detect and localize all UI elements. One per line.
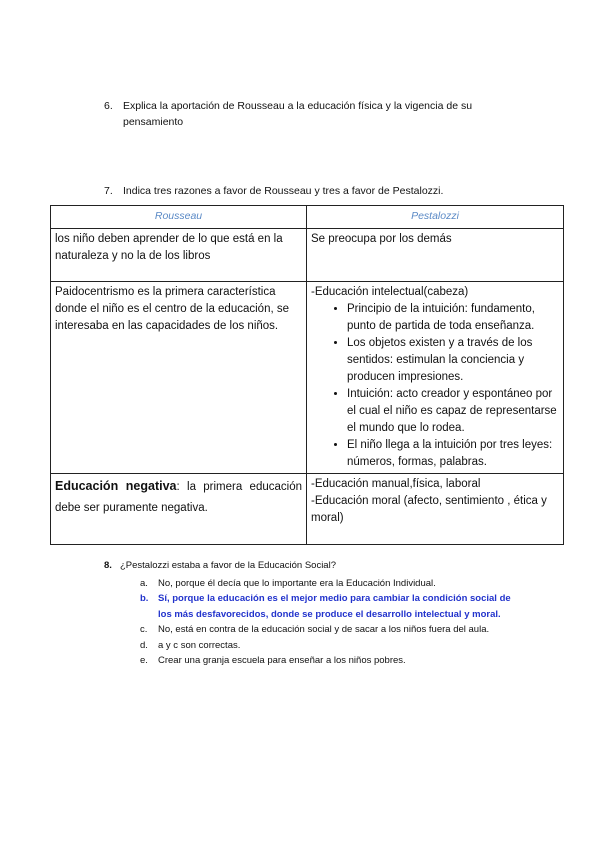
row1-pestalozzi: Se preocupa por los demás (307, 229, 564, 282)
question-6-number: 6. (104, 100, 113, 112)
list-item: • Intuición: acto creador y espontáneo por el cual el niño es capaz de representarse el mundo que lo rodea. (347, 386, 559, 437)
row2-pestalozzi (307, 282, 564, 474)
row3-pestalozzi-line1: -Educación manual,física, laboral (311, 478, 481, 490)
option-c[interactable] (104, 622, 524, 638)
list-item: • El niño llega a la intuición por tres leyes: números, formas, palabras. (347, 437, 559, 471)
bullet-list (311, 301, 559, 471)
row3-pestalozzi-line2: -Educación moral (afecto, sentimiento , ética y moral) (311, 495, 547, 524)
option-text: No, está en contra de la educación social y de sacar a los niños fuera del aula. (158, 624, 490, 635)
question-8-number: 8. (104, 560, 112, 571)
option-letter: c. (140, 624, 148, 635)
row1-rousseau: los niño deben aprender de lo que está en la naturaleza y no la de los libros (51, 229, 307, 282)
option-d[interactable] (104, 638, 524, 654)
question-8 (104, 558, 524, 669)
table-row (51, 282, 564, 474)
row3-rousseau-rest: : la primera educación debe ser puramente negativa. (55, 481, 302, 514)
row3-rousseau (51, 474, 307, 545)
option-e[interactable] (104, 653, 524, 669)
question-8-title (104, 558, 524, 574)
option-text: Crear una granja escuela para enseñar a los niños pobres. (158, 655, 406, 666)
question-8-text: ¿Pestalozzi estaba a favor de la Educación Social? (120, 560, 336, 571)
table-header-row (51, 206, 564, 229)
table-row (51, 229, 564, 282)
table-row (51, 474, 564, 545)
option-a[interactable] (104, 576, 524, 592)
question-7-number: 7. (104, 185, 113, 197)
comparison-table (50, 205, 564, 545)
option-text: a y c son correctas. (158, 639, 241, 651)
option-letter: d. (140, 639, 148, 651)
header-rousseau: Rousseau (51, 206, 307, 229)
header-pestalozzi: Pestalozzi (307, 206, 564, 229)
option-text: No, porque él decía que lo importante era la Educación Individual. (158, 577, 436, 589)
list-item: • Principio de la intuición: fundamento, punto de partida de toda enseñanza. (347, 301, 559, 335)
option-text: Sí, porque la educación es el mejor medio para cambiar la condición social de los más desfavorecidos, donde se produce el desarrollo intelectual y moral. (158, 593, 511, 620)
option-letter: a. (140, 577, 148, 589)
row3-rousseau-bold: Educación negativa (55, 479, 177, 493)
option-letter: b. (140, 593, 149, 604)
option-letter: e. (140, 655, 148, 666)
question-7-text: Indica tres razones a favor de Rousseau y tres a favor de Pestalozzi. (123, 185, 444, 197)
option-b-selected[interactable] (104, 591, 518, 622)
row3-pestalozzi (307, 474, 564, 545)
list-item: • Los objetos existen y a través de los sentidos: estimulan la conciencia y producen impresiones. (347, 335, 559, 386)
row2-rousseau: Paidocentrismo es la primera característica donde el niño es el centro de la educación, se interesaba en las capacidades de los niños. (51, 282, 307, 474)
row2-pestalozzi-intro: -Educación intelectual(cabeza) (311, 286, 469, 298)
question-6-line2: pensamiento (123, 116, 184, 128)
question-6-line1: Explica la aportación de Rousseau a la educación física y la vigencia de su (123, 100, 473, 112)
